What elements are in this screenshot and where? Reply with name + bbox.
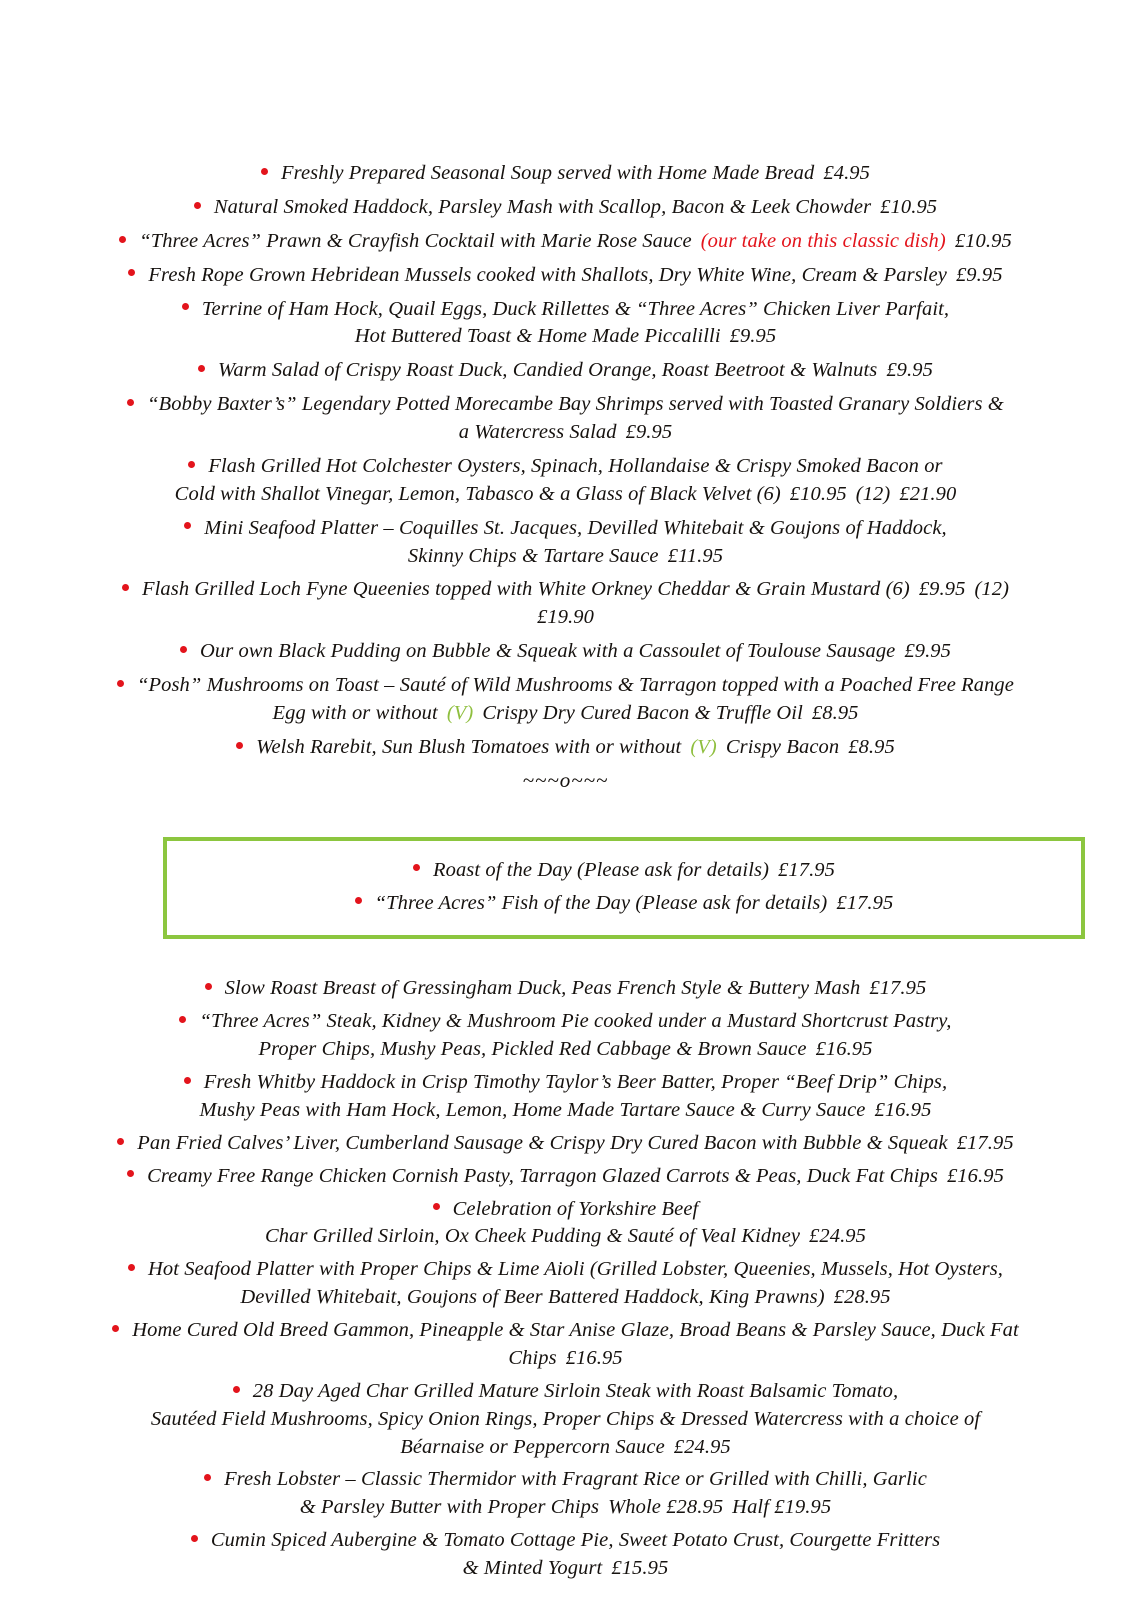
menu-item-text: “Bobby Baxter’s” Legendary Potted Morecambe Bay Shrimps served with Toasted Granary Soldiers & [147,393,1004,416]
menu-item-line [18,481,1113,509]
menu-item [0,194,1131,222]
menu-item-line [18,576,1113,604]
text-spacer [681,734,690,762]
menu-item-line [18,543,1113,571]
menu-item-line [18,1097,1113,1125]
menu-item [0,1196,1131,1252]
menu-item-text: 28 Day Aged Char Grilled Mature Sirloin Steak with Roast Balsamic Tomato, [252,1379,899,1402]
menu-item-text: Welsh Rarebit, Sun Blush Tomatoes with or without [256,735,682,758]
menu-item [0,1163,1131,1191]
bullet-icon [413,864,420,871]
menu-item-text: a Watercress Salad [458,421,617,443]
menu-item-price: £8.95 [811,701,859,724]
menu-item-line [18,262,1113,290]
menu-item-price: £10.95 [880,195,938,218]
menu-item-line [18,1069,1113,1097]
menu-item-text: Celebration of Yorkshire Beef [452,1197,699,1220]
bullet-icon [204,1474,211,1481]
menu-item-text: Warm Salad of Crispy Roast Duck, Candied Orange, Roast Beetroot & Walnuts [218,359,878,382]
text-spacer [910,576,919,604]
text-spacer [665,1434,674,1462]
menu-item-price: Half £19.95 [732,1496,832,1519]
bullet-icon [180,646,187,653]
menu-item-text: Mushy Peas with Ham Hock, Lemon, Home Made Tartare Sauce & Curry Sauce [199,1098,866,1121]
bullet-icon [205,983,212,990]
menu-item [0,1130,1131,1158]
bullet-icon [233,1386,240,1393]
menu-item [0,576,1131,632]
menu-item-line [18,734,1113,762]
text-spacer [877,357,886,385]
bullet-icon [433,1203,440,1210]
text-spacer [723,1494,732,1522]
menu-item-line [18,515,1113,543]
menu-item-line [18,228,1113,256]
menu-item-line [195,890,1053,918]
text-spacer [692,228,701,256]
text-spacer [473,700,482,728]
menu-item-price: £16.95 [946,1164,1004,1187]
menu-item-price: £16.95 [565,1346,623,1369]
menu-item [0,1466,1131,1522]
menu-item-text: Creamy Free Range Chicken Cornish Pasty, Tarragon Glazed Carrots & Peas, Duck Fat Chips [147,1164,938,1187]
menu-item [0,1527,1131,1583]
menu-item-text: Chips [508,1346,557,1369]
vegetarian-marker: (V) [446,701,474,724]
menu-item-text: Char Grilled Sirloin, Ox Cheek Pudding & Sauté of Veal Kidney [264,1225,801,1248]
menu-item-line [18,1494,1113,1522]
menu-item [0,453,1131,509]
menu-item-price: £24.95 [673,1435,731,1458]
menu-item [0,357,1131,385]
text-spacer [807,1036,816,1064]
text-spacer [860,975,869,1003]
menu-item-price: £9.95 [625,421,673,443]
menu-item [0,1069,1131,1125]
text-spacer [890,481,899,509]
bullet-icon [194,202,201,209]
menu-item-price: £17.95 [869,977,927,1000]
menu-item-line [18,1163,1113,1191]
menu-item-price: £8.95 [848,735,895,758]
menu-item-line [18,604,1113,632]
menu-item-line [18,391,1113,419]
bullet-icon [191,1535,198,1542]
menu-item-text: Egg with or without [272,701,438,724]
menu-item-line [18,638,1113,666]
text-spacer [825,1284,834,1312]
text-spacer [946,228,955,256]
menu-item-price: £21.90 [899,482,957,505]
bullet-icon [117,680,124,687]
menu-item-line [18,1527,1113,1555]
menu-item [0,1008,1131,1064]
text-spacer [847,481,856,509]
menu-item-price: £28.95 [833,1286,891,1309]
menu-item-text: Hot Seafood Platter with Proper Chips & Lime Aioli (Grilled Lobster, Queenies, Mussels, Hot Oysters, [147,1258,1004,1281]
menu-item-price: Whole £28.95 [608,1496,724,1519]
menu-item [177,857,1071,885]
text-spacer [781,481,790,509]
bullet-icon [127,399,134,406]
bullet-icon [117,1138,124,1145]
menu-item-price: £17.95 [778,858,835,881]
menu-item-price: £9.95 [918,578,966,601]
menu-item-text: Freshly Prepared Seasonal Soup served with Home Made Bread [281,162,815,184]
bullet-icon [122,584,129,591]
text-spacer [717,734,726,762]
menu-item-text: Proper Chips, Mushy Peas, Pickled Red Cabbage & Brown Sauce [258,1038,807,1061]
bullet-icon [184,1077,191,1084]
menu-item-line [18,194,1113,222]
menu-item-text: “Posh” Mushrooms on Toast – Sauté of Wild Mushrooms & Tarragon topped with a Poached Free Range [137,674,1014,696]
menu-item-text: & Parsley Butter with Proper Chips [299,1496,600,1519]
menu-item-line [18,160,1113,188]
menu-item-text: Mini Seafood Platter – Coquilles St. Jacques, Devilled Whitebait & Goujons of Haddock, [204,516,947,539]
text-spacer [948,1130,957,1158]
menu-item [0,1378,1131,1462]
menu-item-price: £9.95 [729,325,777,348]
menu-item [0,975,1131,1003]
menu-item-line [18,1256,1113,1284]
menu-item-line [18,672,1113,700]
menu-item-price: £10.95 [789,482,847,505]
bullet-icon [127,1170,134,1177]
menu-item-text: & Minted Yogurt [462,1557,603,1579]
menu-item-text: Crispy Bacon [725,735,840,758]
menu-item-line [18,1434,1113,1462]
menu-item-price: £9.95 [904,640,951,663]
menu-item-text: Crispy Dry Cured Bacon & Truffle Oil [482,701,803,724]
menu-item-line [18,1555,1113,1583]
vegetarian-marker: (V) [690,735,717,758]
bullet-icon [198,365,205,372]
text-spacer [938,1163,947,1191]
text-spacer [871,194,880,222]
menu-item [0,1317,1131,1373]
menu-item-line [18,1284,1113,1312]
bullet-icon [188,461,195,468]
menu-item-text: Home Cured Old Breed Gammon, Pineapple & Star Anise Glaze, Broad Beans & Parsley Sauce, Duck Fat [132,1319,1019,1341]
menu-item [0,734,1131,762]
menu-item-price: £10.95 [954,229,1012,252]
menu-item-text: Skinny Chips & Tartare Sauce [407,544,659,567]
menu-item-text: “Three Acres” Fish of the Day (Please ask for details) [374,891,828,914]
menu-item-line [18,453,1113,481]
menu-item-line [18,1223,1113,1251]
menu-item-text: Cold with Shallot Vinegar, Lemon, Tabasco & a Glass of Black Velvet (6) [174,482,781,505]
menu-item-text: Sautéed Field Mushrooms, Spicy Onion Rings, Proper Chips & Dressed Watercress with a choice of [150,1407,981,1430]
menu-item-line [18,419,1113,447]
menu-item [0,160,1131,188]
menu-item-text: Cumin Spiced Aubergine & Tomato Cottage Pie, Sweet Potato Crust, Courgette Fritters [210,1529,941,1552]
text-spacer [602,1555,611,1583]
menu-item-price: £17.95 [836,891,894,914]
menu-item [0,391,1131,447]
menu-item [0,672,1131,728]
bullet-icon [182,303,189,310]
menu-item-price: £17.95 [956,1131,1014,1154]
menu-item-line [18,323,1113,351]
menu-item-line [18,1036,1113,1064]
menu-item-text: Flash Grilled Hot Colchester Oysters, Spinach, Hollandaise & Crispy Smoked Bacon or [208,454,943,477]
menu-item-text: (12) [855,482,891,505]
menu-item-line [18,700,1113,728]
menu-item-text: Roast of the Day (Please ask for details) [432,858,770,881]
text-spacer [839,734,848,762]
text-spacer [721,323,730,351]
menu-item [0,638,1131,666]
text-spacer [800,1223,809,1251]
menu-item-text: Fresh Whitby Haddock in Crisp Timothy Taylor’s Beer Batter, Proper “Beef Drip” Chips, [203,1071,948,1093]
menu-item-line [18,1378,1113,1406]
text-spacer [947,262,956,290]
section-divider: ~~~o~~~ [522,767,609,792]
menu-item-price: £19.90 [537,606,594,629]
menu-item [0,515,1131,571]
menu-item-text: (12) [974,578,1010,601]
menu-item [0,1256,1131,1312]
main-courses-section [0,939,1131,1583]
menu-item-text: Natural Smoked Haddock, Parsley Mash with Scallop, Bacon & Leek Chowder [213,195,872,218]
daily-specials-box [163,837,1085,940]
menu-item-line [18,1345,1113,1373]
bullet-icon [128,1264,135,1271]
menu-item-line [18,1196,1113,1224]
menu-item-text: Fresh Lobster – Classic Thermidor with Fragrant Rice or Grilled with Chilli, Garlic [224,1468,927,1491]
text-spacer [659,543,668,571]
menu-item-line [18,1130,1113,1158]
menu-item [0,296,1131,352]
bullet-icon [179,1016,186,1023]
bullet-icon [119,236,126,243]
menu-item-text: Terrine of Ham Hock, Quail Eggs, Duck Rillettes & “Three Acres” Chicken Liver Parfait, [201,297,950,320]
menu-item-line [18,1317,1113,1345]
menu-item-line [18,296,1113,324]
menu-item-line [18,1466,1113,1494]
menu-item-text: Hot Buttered Toast & Home Made Piccalilli [354,325,721,348]
menu-item-price: £9.95 [955,263,1003,286]
menu-item-price: £15.95 [611,1557,669,1579]
menu-item-text: Flash Grilled Loch Fyne Queenies topped with White Orkney Cheddar & Grain Mustard (6) [141,578,910,601]
bullet-icon [128,269,135,276]
menu-item-price: £24.95 [809,1225,867,1248]
menu-item-text: “Three Acres” Prawn & Crayfish Cocktail with Marie Rose Sauce [139,229,692,252]
menu-item-line [18,1008,1113,1036]
text-spacer [557,1345,566,1373]
menu-item-text: Béarnaise or Peppercorn Sauce [400,1435,665,1458]
menu-item [0,262,1131,290]
bullet-icon [112,1325,119,1332]
menu-item-text: Fresh Rope Grown Hebridean Mussels cooked with Shallots, Dry White Wine, Cream & Parsley [148,263,947,286]
menu-item-text: “Three Acres” Steak, Kidney & Mushroom Pie cooked under a Mustard Shortcrust Pastry, [199,1010,952,1033]
menu-item-price: £4.95 [823,162,870,184]
menu-item-price: £16.95 [874,1098,932,1121]
menu-item-price: £9.95 [886,359,933,382]
menu-item-price: £16.95 [815,1038,873,1061]
menu-item-line [18,1406,1113,1434]
text-spacer [599,1494,608,1522]
menu-item-note: (our take on this classic dish) [700,229,946,252]
text-spacer [769,857,778,885]
menu-item-text: Pan Fried Calves’ Liver, Cumberland Sausage & Crispy Dry Cured Bacon with Bubble & Squeak [137,1131,948,1154]
bullet-icon [236,742,243,749]
bullet-icon [184,522,191,529]
menu-item-line [195,857,1053,885]
text-spacer [617,419,626,447]
menu-item-text: Our own Black Pudding on Bubble & Squeak with a Cassoulet of Toulouse Sausage [200,640,896,663]
bullet-icon [355,897,362,904]
menu-item-text: Devilled Whitebait, Goujons of Beer Battered Haddock, King Prawns) [240,1286,825,1309]
menu-item [177,890,1071,918]
menu-item-line [18,357,1113,385]
menu-item-price: £11.95 [667,544,724,567]
starters-section [0,0,1131,762]
menu-item-text: Slow Roast Breast of Gressingham Duck, Peas French Style & Buttery Mash [224,977,861,1000]
menu-item [0,228,1131,256]
text-spacer [803,700,812,728]
menu-item-line [18,975,1113,1003]
text-spacer [438,700,447,728]
bullet-icon [261,168,268,175]
